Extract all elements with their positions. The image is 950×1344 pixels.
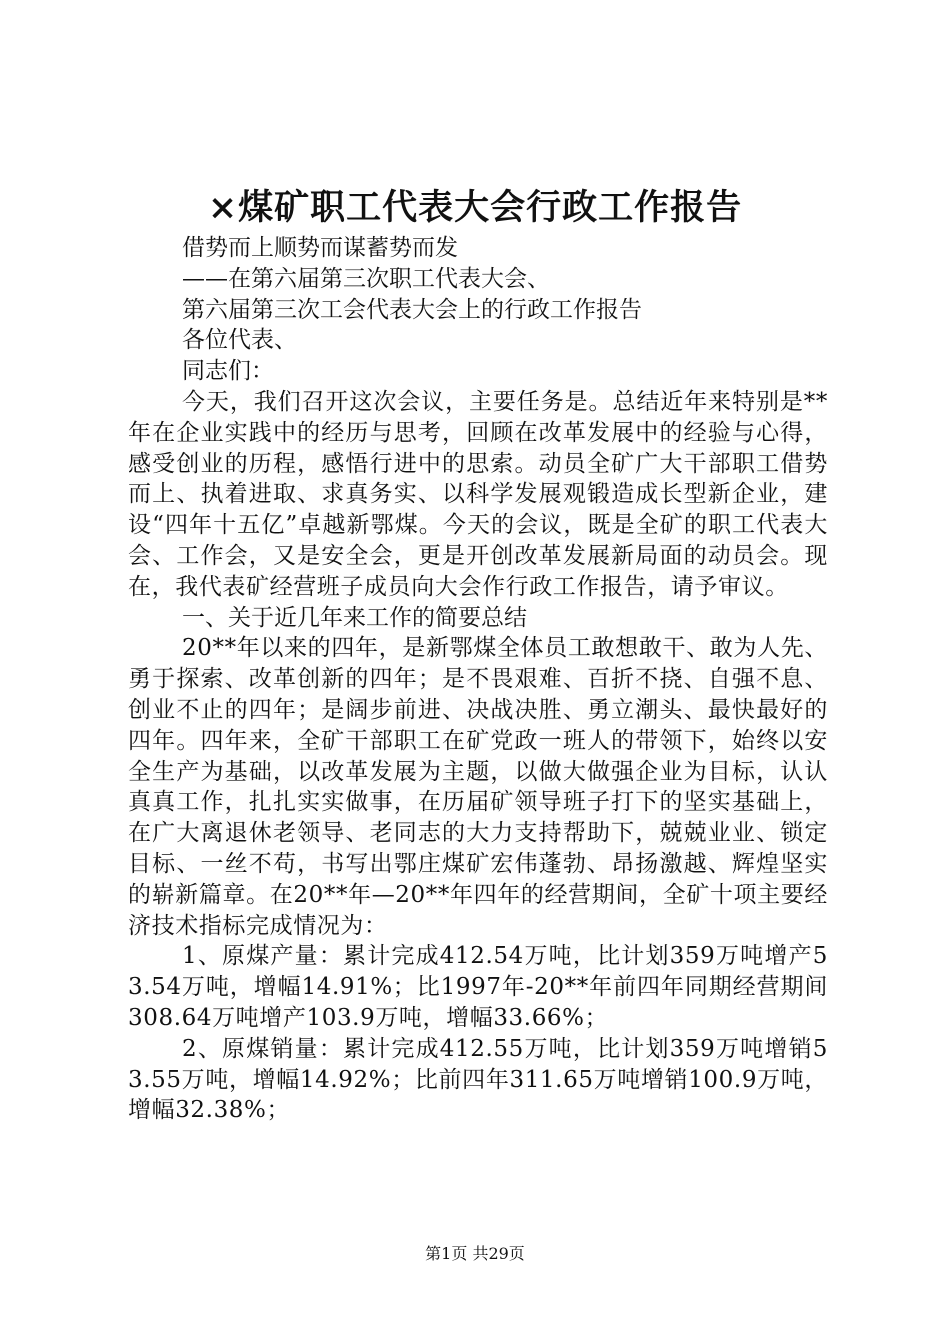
paragraph-opening: 今天，我们召开这次会议，主要任务是。总结近年来特别是**年在企业实践中的经历与思考，回顾在改革发展中的经验与心得，感受创业的历程，感悟行进中的思索。动员全矿广大干部职工借势而上、执着进取、求真务实、以科学发展观锻造成长型新企业，建设“四年十五亿”卓越新鄂煤。今天的会议，既是全矿的职工代表大会、工作会，又是安全会，更是开创改革发展新局面的动员会。现在，我代表矿经营班子成员向大会作行政工作报告，请予审议。 bbox=[128, 388, 828, 600]
salutation-line: 同志们： bbox=[182, 358, 274, 385]
subtitle-line: 第六届第三次工会代表大会上的行政工作报告 bbox=[182, 296, 642, 323]
document-body bbox=[128, 233, 828, 1126]
subtitle-line: ——在第六届第三次职工代表大会、 bbox=[182, 265, 550, 292]
paragraph-summary: 20**年以来的四年，是新鄂煤全体员工敢想敢干、敢为人先、勇于探索、改革创新的四年；是不畏艰难、百折不挠、自强不息、创业不止的四年；是阔步前进、决战决胜、勇立潮头、最快最好的四年。四年来，全矿干部职工在矿党政一班人的带领下，始终以安全生产为基础，以改革发展为主题，以做大做强企业为目标，认认真真工作，扎扎实实做事，在历届矿领导班子打下的坚实基础上，在广大离退休老领导、老同志的大力支持帮助下，兢兢业业、锁定目标、一丝不苟，书写出鄂庄煤矿宏伟蓬勃、昂扬激越、辉煌坚实的崭新篇章。在20**年—20**年四年的经营期间，全矿十项主要经济技术指标完成情况为： bbox=[128, 635, 828, 939]
paragraph-coal-sales: 2、原煤销量：累计完成412.55万吨，比计划359万吨增销53.55万吨，增幅14.92%；比前四年311.65万吨增销100.9万吨，增幅32.38%； bbox=[128, 1035, 828, 1124]
subtitle-line: 借势而上顺势而谋蓄势而发 bbox=[182, 235, 458, 261]
page-footer: 第1页 共29页 bbox=[425, 1244, 525, 1263]
paragraph-coal-output: 1、原煤产量：累计完成412.54万吨，比计划359万吨增产53.54万吨，增幅14.91%；比1997年-20**年前四年同期经营期间308.64万吨增产103.9万吨，增幅33.66%； bbox=[128, 943, 828, 1031]
section-heading: 一、关于近几年来工作的简要总结 bbox=[182, 604, 527, 631]
document-title: ×煤矿职工代表大会行政工作报告 bbox=[207, 187, 743, 228]
salutation-line: 各位代表、 bbox=[182, 327, 297, 354]
